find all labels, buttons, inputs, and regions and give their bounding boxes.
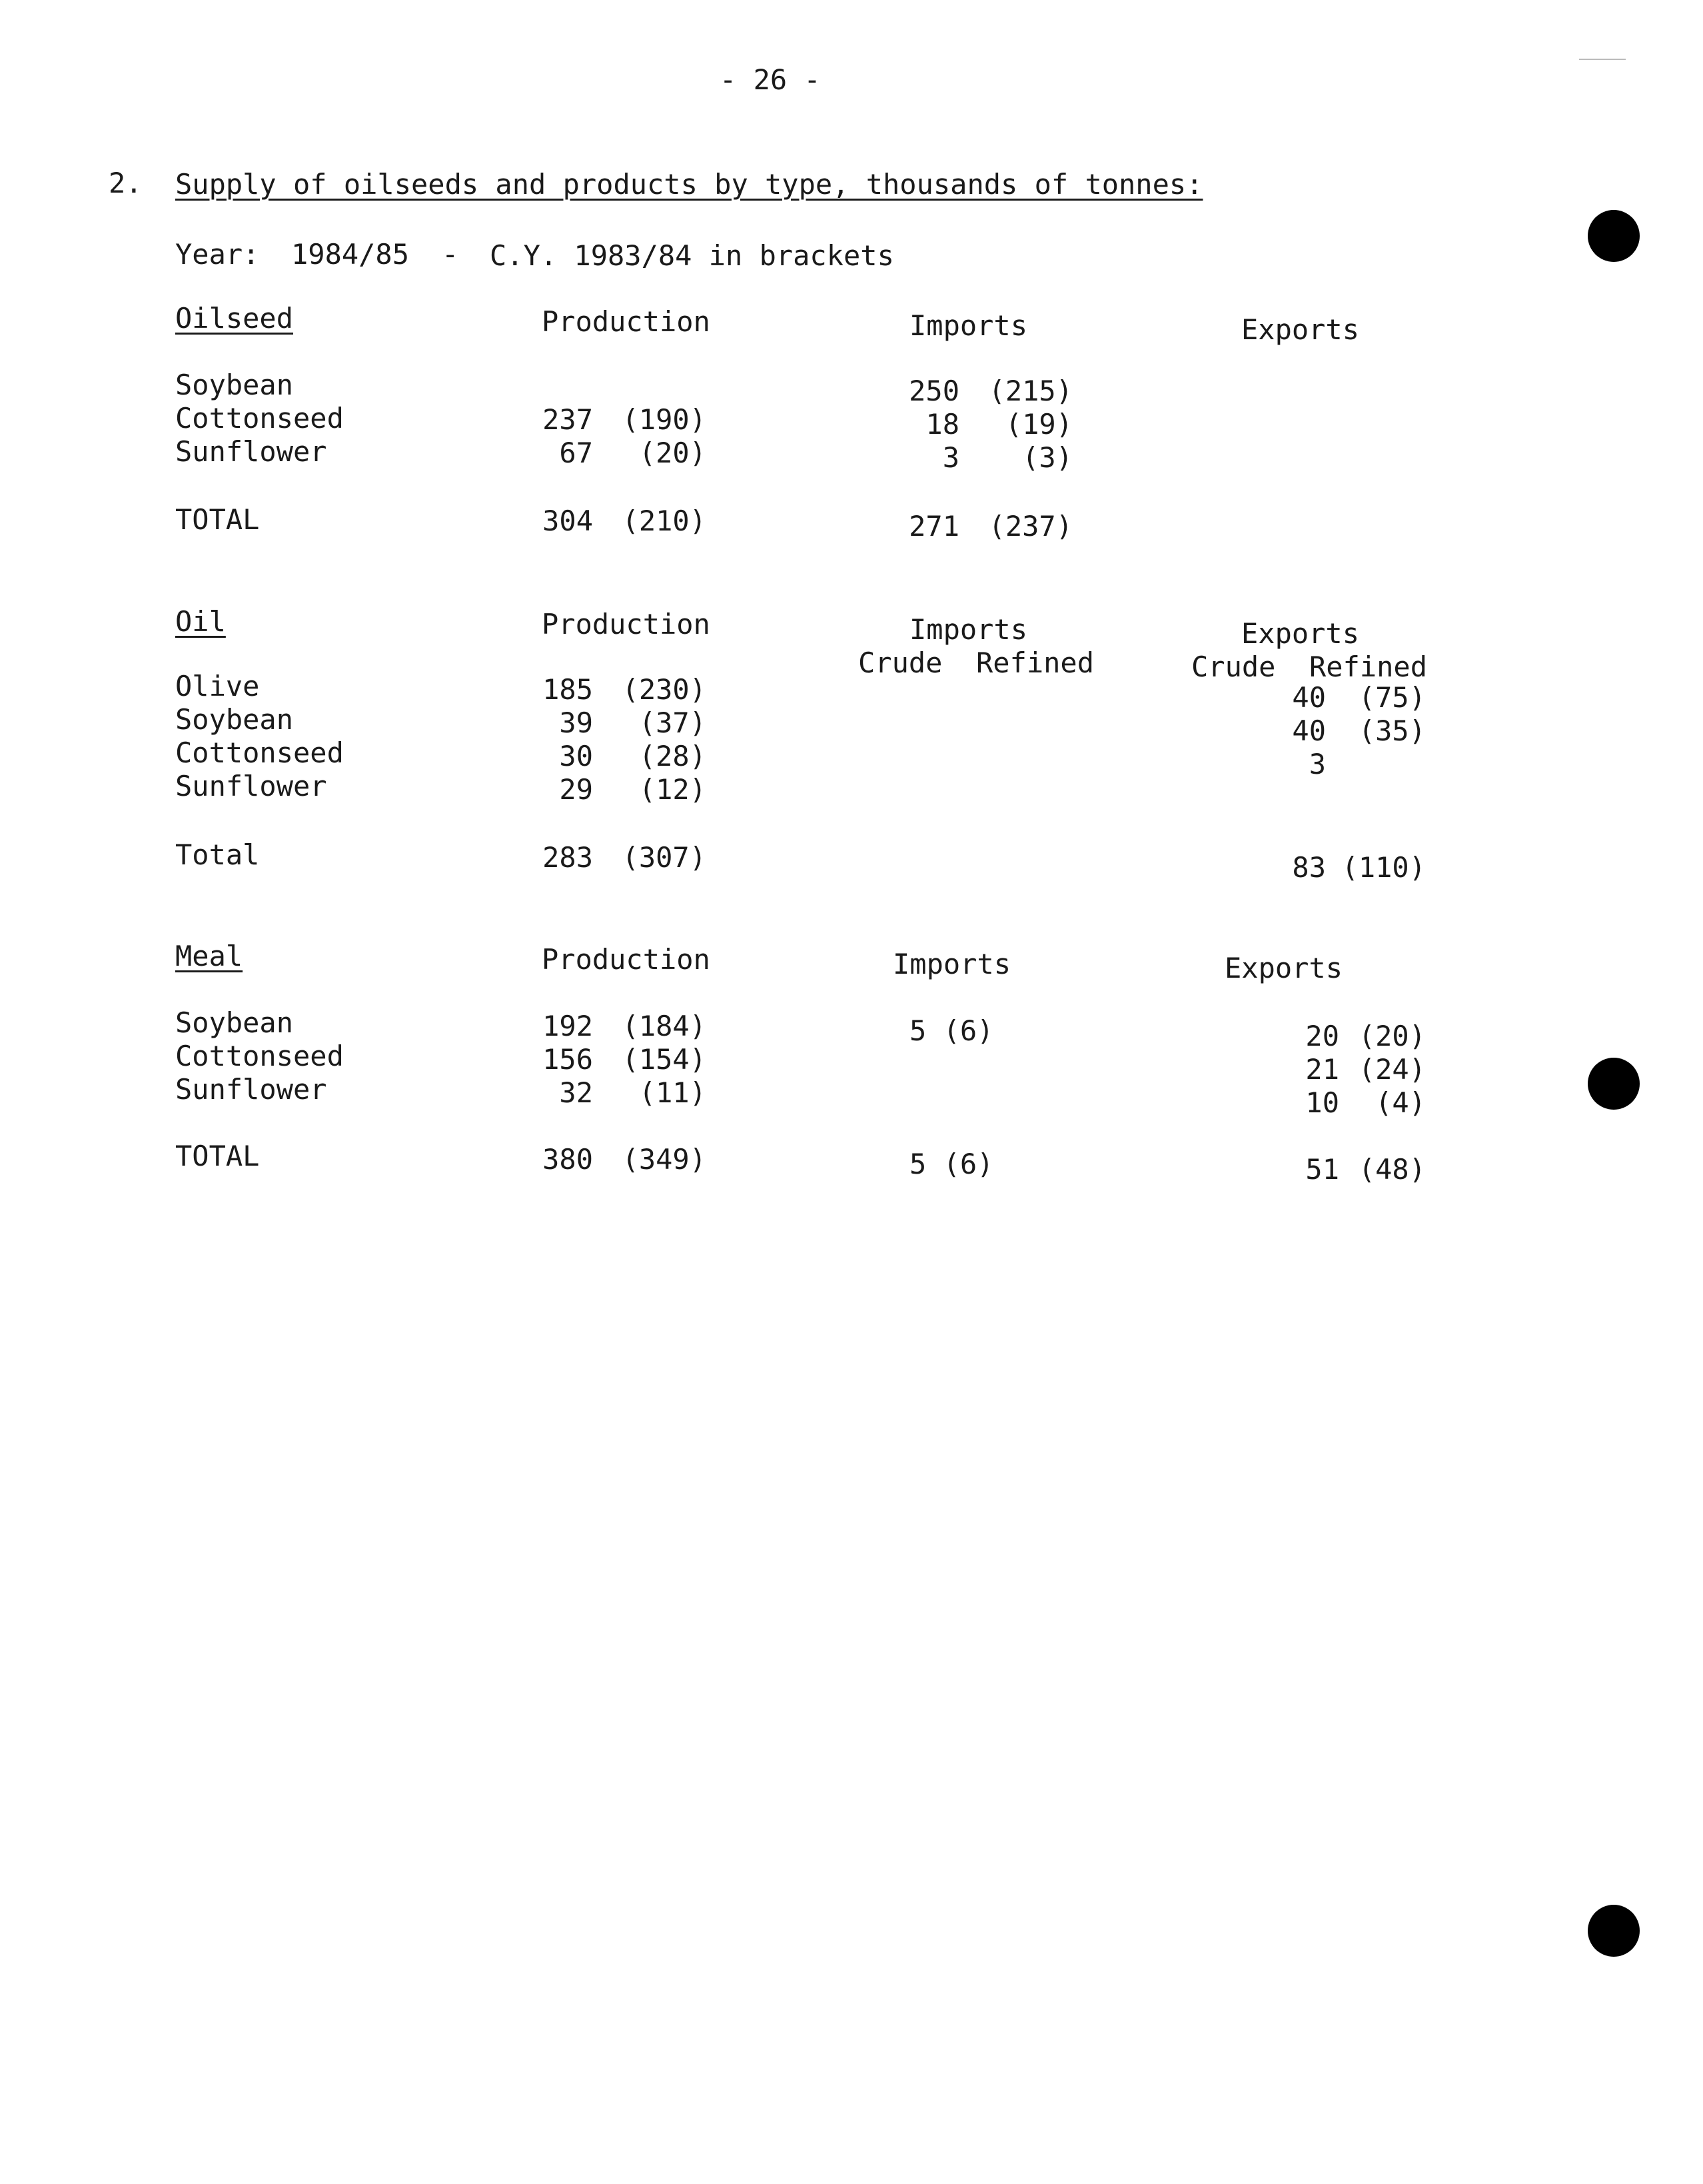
scan-mark	[1579, 59, 1626, 60]
oilseed-exports-header: Exports	[1241, 313, 1360, 346]
oilseed-row-name: Cottonseed	[175, 402, 344, 435]
oilseed-row-imports: 3	[942, 441, 959, 474]
oilseed-row-name: Sunflower	[175, 435, 327, 468]
meal-title: Meal	[175, 940, 243, 972]
oilseed-total-production-prev: (210)	[622, 505, 706, 537]
oil-total-exports: 83	[1292, 851, 1326, 884]
oil-row-production-prev: (28)	[638, 740, 706, 772]
meal-total-exports-prev: (48)	[1358, 1153, 1426, 1186]
oilseed-total-label: TOTAL	[175, 503, 260, 536]
oilseed-title: Oilseed	[175, 302, 294, 335]
oilseed-total-imports-prev: (237)	[988, 510, 1073, 543]
oil-row-production-prev: (37)	[638, 706, 706, 739]
oil-row-name: Olive	[175, 670, 260, 702]
oil-title: Oil	[175, 605, 226, 638]
meal-row-name: Sunflower	[175, 1073, 327, 1106]
oil-row-name: Cottonseed	[175, 736, 344, 769]
oilseed-row-imports: 250	[909, 375, 959, 407]
oilseed-row-production: 237	[542, 403, 593, 436]
year-label: Year:	[175, 238, 260, 271]
meal-row-exports: 20	[1305, 1020, 1339, 1052]
punch-hole-top	[1588, 210, 1640, 262]
oilseed-row-production-prev: (20)	[638, 437, 706, 469]
punch-hole-bottom	[1588, 1905, 1640, 1957]
oil-row-name: Soybean	[175, 703, 294, 736]
meal-imports-header: Imports	[893, 948, 1011, 980]
oilseed-row-imports-prev: (215)	[988, 375, 1073, 407]
oil-total-label: Total	[175, 838, 260, 871]
meal-row-exports-prev: (4)	[1375, 1086, 1426, 1119]
oilseed-total-imports: 271	[909, 510, 959, 543]
oil-row-production-prev: (12)	[638, 773, 706, 806]
meal-row-production: 192	[542, 1010, 593, 1042]
oilseed-row-imports: 18	[925, 408, 959, 441]
meal-row-exports: 21	[1305, 1053, 1339, 1086]
meal-total-production: 380	[542, 1143, 593, 1176]
meal-exports-header: Exports	[1225, 952, 1343, 984]
oil-total-exports-prev: (110)	[1341, 851, 1426, 884]
oilseed-total-production: 304	[542, 505, 593, 537]
oil-row-production: 30	[559, 740, 593, 772]
page-number: - 26 -	[720, 63, 821, 96]
oilseed-row-imports-prev: (19)	[1005, 408, 1073, 441]
oil-row-exports-prev: (75)	[1358, 681, 1426, 714]
oilseed-imports-header: Imports	[909, 309, 1028, 342]
oil-row-exports: 3	[1309, 748, 1326, 780]
year-separator: -	[442, 238, 459, 271]
meal-total-imports: 5 (6)	[909, 1148, 994, 1180]
oil-row-production: 185	[542, 673, 593, 706]
oilseed-production-header: Production	[542, 305, 710, 338]
section-title: Supply of oilseeds and products by type, thousands of tonnes:	[175, 168, 1203, 201]
section-number: 2.	[109, 167, 143, 199]
meal-production-header: Production	[542, 943, 710, 976]
year-value: 1984/85	[291, 238, 410, 271]
oil-row-exports-prev: (35)	[1358, 714, 1426, 747]
meal-row-production: 32	[559, 1076, 593, 1109]
meal-total-label: TOTAL	[175, 1140, 260, 1172]
meal-row-imports: 5 (6)	[909, 1014, 994, 1047]
year-note: C.Y. 1983/84 in brackets	[490, 239, 894, 272]
meal-row-production: 156	[542, 1043, 593, 1076]
oil-production-header: Production	[542, 608, 710, 640]
meal-row-exports: 10	[1305, 1086, 1339, 1119]
oilseed-row-production: 67	[559, 437, 593, 469]
meal-row-production-prev: (154)	[622, 1043, 706, 1076]
meal-row-exports-prev: (20)	[1358, 1020, 1426, 1052]
oil-imports-subheader: Crude Refined	[858, 646, 1095, 679]
oilseed-row-production-prev: (190)	[622, 403, 706, 436]
meal-row-exports-prev: (24)	[1358, 1053, 1426, 1086]
oil-row-name: Sunflower	[175, 770, 327, 802]
oil-row-production: 29	[559, 773, 593, 806]
punch-hole-middle	[1588, 1058, 1640, 1110]
meal-row-name: Cottonseed	[175, 1040, 344, 1072]
oil-row-exports: 40	[1292, 681, 1326, 714]
oil-imports-header: Imports	[909, 613, 1028, 646]
oilseed-row-name: Soybean	[175, 369, 294, 401]
meal-row-production-prev: (11)	[638, 1076, 706, 1109]
meal-row-name: Soybean	[175, 1006, 294, 1039]
oilseed-row-imports-prev: (3)	[1022, 441, 1073, 474]
oil-total-production-prev: (307)	[622, 841, 706, 874]
meal-total-production-prev: (349)	[622, 1143, 706, 1176]
oil-row-production: 39	[559, 706, 593, 739]
oil-total-production: 283	[542, 841, 593, 874]
oil-exports-subheader: Crude Refined	[1191, 650, 1428, 683]
meal-row-production-prev: (184)	[622, 1010, 706, 1042]
oil-exports-header: Exports	[1241, 617, 1360, 650]
meal-total-exports: 51	[1305, 1153, 1339, 1186]
oil-row-production-prev: (230)	[622, 673, 706, 706]
oil-row-exports: 40	[1292, 714, 1326, 747]
